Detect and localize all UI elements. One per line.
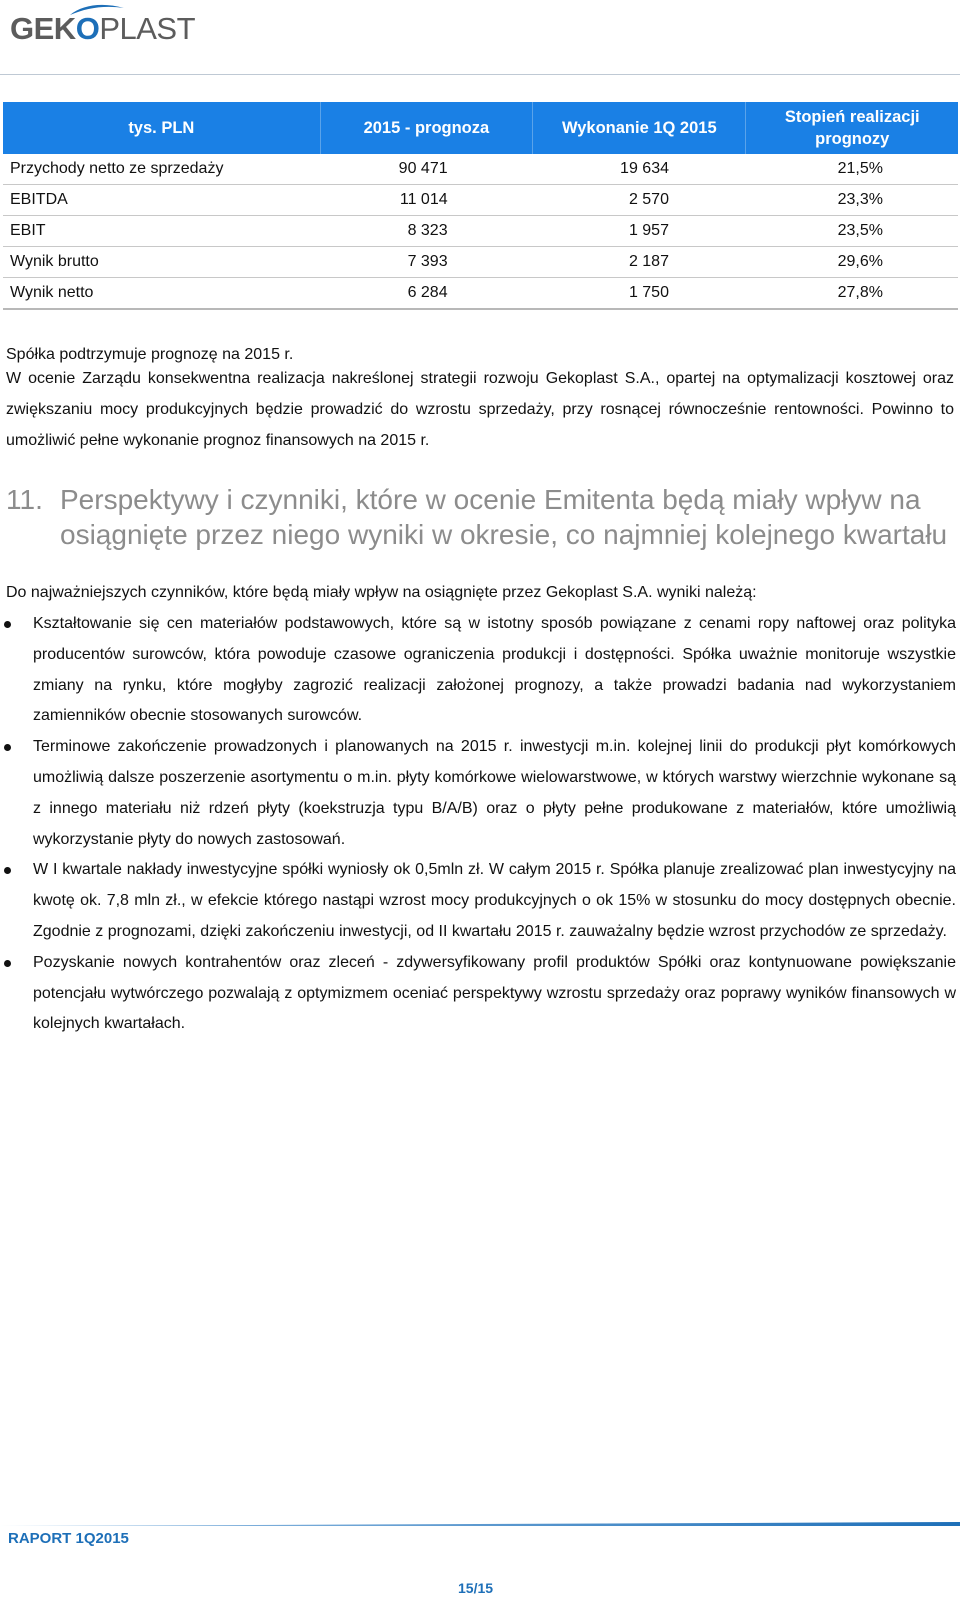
table-row (3, 247, 958, 278)
management-assessment: W ocenie Zarządu konsekwentna realizacja nakreślonej strategii rozwoju Gekoplast S.A., opartej na optymalizacji kosztowej oraz zwiększaniu mocy produkcyjnych będzie prowadzić do wzrostu sprzedaży, przy rosnącej równocześnie rentowności. Powinno to umożliwić pełne wykonanie prognoz finansowych na 2015 r. (6, 370, 954, 449)
table-cell: 6 284 (320, 278, 532, 310)
table-cell: 11 014 (320, 185, 532, 216)
table-row (3, 185, 958, 216)
factors-intro: Do najważniejszych czynników, które będą miały wpływ na osiągnięte przez Gekoplast S.A. wyniki należą: (6, 584, 757, 601)
list-item-text: Terminowe zakończenie prowadzonych i planowanych na 2015 r. inwestycji m.in. kolejnej linii do produkcji płyt komórkowych umożliwią dalsze poszerzenie asortymentu o m.in. płyty komórkowe wielowarstwowe, w których warstwy wierzchnie wykonane są z innego materiału niż rdzeń płyty (koekstruzja typu B/A/B) oraz o płyty pełne produkowane z materiałów, które umożliwią wykorzystanie płyty do nowych zastosowań. (33, 738, 956, 848)
table-cell: 23,5% (746, 216, 958, 247)
column-header: Stopień realizacji prognozy (746, 102, 958, 154)
table-cell: 7 393 (320, 247, 532, 278)
table-row (3, 154, 958, 185)
row-label: EBIT (3, 216, 320, 247)
row-label: EBITDA (3, 185, 320, 216)
table-cell: 1 957 (533, 216, 746, 247)
table-cell: 2 570 (533, 185, 746, 216)
table-cell: 19 634 (533, 154, 746, 185)
forecast-table (3, 102, 958, 310)
list-item-text: Kształtowanie się cen materiałów podstawowych, które są w istotny sposób powiązane z cenami ropy naftowej oraz polityka producentów surowców, która powoduje czasowe ograniczenia produkcji i dostępności. Spółka uważnie monitoruje wszystkie zmiany na rynku, które mogłyby zagrozić realizacji założonej prognozy, a także prowadzi badania nad wykorzystaniem zamienników obecnie stosowanych surowców. (33, 615, 956, 725)
forecast-statement: Spółka podtrzymuje prognozę na 2015 r. (6, 346, 294, 363)
page-number: 15/15 (458, 1580, 494, 1596)
column-header: 2015 - prognoza (320, 102, 532, 154)
list-item (0, 732, 960, 855)
section-heading (6, 482, 956, 552)
column-header: Wykonanie 1Q 2015 (533, 102, 746, 154)
report-label: RAPORT 1Q2015 (8, 1530, 129, 1547)
list-item (0, 609, 960, 732)
table-cell: 1 750 (533, 278, 746, 310)
table-cell: 21,5% (746, 154, 958, 185)
footer-divider (0, 1521, 960, 1527)
table-row (3, 216, 958, 247)
logo-text-plast: PLAST (99, 11, 196, 46)
bullet-icon (4, 621, 11, 628)
table-cell: 2 187 (533, 247, 746, 278)
list-item (0, 855, 960, 947)
table-row (3, 278, 958, 310)
list-item-text: Pozyskanie nowych kontrahentów oraz zleceń - zdywersyfikowany profil produktów Spółki oraz kontynuowane powiększanie potencjału wytwórczego pozwalają z optymizmem oceniać perspektywy wzrostu sprzedaży oraz poprawy wyników finansowych w kolejnych kwartałach. (33, 953, 956, 1033)
bullet-icon (4, 744, 11, 751)
table-header-row (3, 102, 958, 154)
section-title-line2: osiągnięte przez niego wyniki w okresie, co najmniej kolejnego kwartału (60, 519, 948, 550)
row-label: Wynik brutto (3, 247, 320, 278)
logo-wordmark (10, 11, 195, 47)
gekoplast-logo (10, 3, 196, 65)
bullet-icon (4, 960, 11, 967)
list-item (0, 948, 960, 1040)
logo-text-o: O (75, 11, 100, 46)
column-header: tys. PLN (3, 102, 320, 154)
list-item-text: W I kwartale nakłady inwestycyjne spółki wyniosły ok 0,5mln zł. W całym 2015 r. Spółka planuje zrealizować plan inwestycyjny na kwotę ok. 7,8 mln zł., w efekcie którego nastąpi wzrost mocy produkcyjnych o ok 15% w stosunku do mocy dostępnych obecnie. Zgodnie z prognozami, dzięki zakończeniu inwestycji, od II kwartału 2015 r. zauważalny będzie wzrost przychodów ze sprzedaży. (33, 861, 956, 940)
table-cell: 8 323 (320, 216, 532, 247)
logo-text-geko: GEK (10, 11, 76, 46)
table-cell: 29,6% (746, 247, 958, 278)
section-title-line1: Perspektywy i czynniki, które w ocenie Emitenta będą miały wpływ na (60, 484, 921, 515)
row-label: Wynik netto (3, 278, 320, 310)
table-cell: 27,8% (746, 278, 958, 310)
header-divider (0, 74, 960, 75)
table-cell: 90 471 (320, 154, 532, 185)
factors-list (0, 609, 960, 1040)
bullet-icon (4, 867, 11, 874)
row-label: Przychody netto ze sprzedaży (3, 154, 320, 185)
section-number: 11. (6, 484, 43, 515)
table-cell: 23,3% (746, 185, 958, 216)
